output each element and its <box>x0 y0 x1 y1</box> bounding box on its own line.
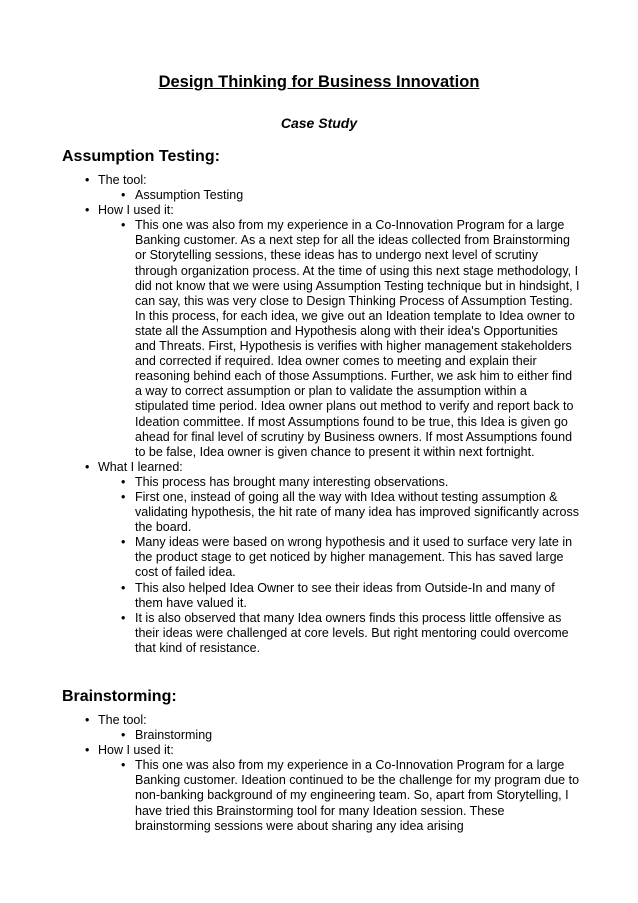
list-item-how-i-used-it: • How I used it: • This one was also from my experience in a Co-Innovation Program for a large Banking customer. Ideation continued to be the challenge for my program due to non-banking background of my engineering team. So, apart from Storytelling, I have tried this Brainstorming tool for many Ideation session. These brainstorming sessions were about sharing any idea arising <box>0 743 638 834</box>
bullet-icon: • <box>85 743 90 758</box>
sub-list-item: • It is also observed that many Idea owners finds this process little offensive as their ideas were challenged at core levels. But right mentoring could overcome that kind of resistance. <box>121 610 569 655</box>
bullet-icon: • <box>85 459 90 474</box>
sub-list-item: • Many ideas were based on wrong hypothesis and it used to surface very late in the product stage to get noticed by higher management. This has saved large cost of failed idea. <box>121 535 573 580</box>
bullet-icon: • <box>121 535 126 550</box>
bullet-icon: • <box>85 173 90 187</box>
bullet-icon: • <box>121 489 126 504</box>
document-subtitle: Case Study <box>280 115 358 131</box>
list-item-the-tool: • The tool: • Assumption Testing <box>0 173 638 203</box>
list-item-the-tool: • The tool: • Brainstorming <box>0 713 638 743</box>
bullet-icon: • <box>121 758 126 773</box>
bullet-icon: • <box>121 580 126 595</box>
sub-list <box>98 475 638 656</box>
bullet-icon: • <box>121 610 126 625</box>
bullet-icon: • <box>85 203 90 218</box>
brainstorming-list <box>0 713 638 834</box>
sub-list-item: • This process has brought many interesting observations. <box>121 474 449 489</box>
sub-list-item: • Assumption Testing <box>121 188 244 203</box>
sub-list-item: • First one, instead of going all the way with Idea without testing assumption & validating hypothesis, the hit rate of many idea has improved significantly across the board. <box>121 489 579 535</box>
list-item-how-i-used-it: • How I used it: • This one was also from my experience in a Co-Innovation Program for a large Banking customer. As a next step for all the ideas collected from Brainstorming or Storytelling sessions, these ideas has to undergo next level of scrutiny through organization process. At the time of using this next stage methodology, I did not know that we were using Assumption Testing technique but in hindsight, I can say, this was very close to Design Thinking Process of Assumption Testing. In this process, for each idea, we give out an Ideation template to Idea owner to state all the Assumption and Hypothesis along with their idea's Opportunities and Threats. First, Hypothesis is verifies with higher management stakeholders and corrected if required. Idea owner comes to meeting and explain their reasoning behind each of those Assumptions. Further, we ask him to either find a way to correct assumption or plan to validate the assumption within a stipulated time period. Idea owner plans out method to verify and report back to Ideation committee. If most Assumptions found to be true, this Idea is given go ahead for final level of scrutiny by Business owners. If most Assumptions found to be false, Idea owner is given chance to present it within next fortnight. <box>0 203 638 460</box>
sub-list-item: • This one was also from my experience in a Co-Innovation Program for a large Banking customer. Ideation continued to be the challenge for my program due to non-banking background of my engineering team. So, apart from Storytelling, I have tried this Brainstorming tool for many Ideation session. These brainstorming sessions were about sharing any idea arising <box>121 758 580 833</box>
bullet-icon: • <box>121 188 126 203</box>
sub-list-item: • Brainstorming <box>121 728 213 743</box>
bullet-icon: • <box>85 713 90 727</box>
sub-list-item: • This also helped Idea Owner to see their ideas from Outside-In and many of them have valued it. <box>121 580 555 610</box>
sub-list <box>98 188 638 203</box>
sub-list <box>98 728 638 743</box>
list-item-what-i-learned: • What I learned: • This process has brought many interesting observations. • First one, instead of going all the way with Idea without testing assumption & validating hypothesis, the hit rate of many idea has improved significantly across the board. • Many ideas were based on wrong hypothesis and it used to surface very late in the product stage to get noticed by higher management. This has saved large cost of failed idea. • This also helped Idea Owner to see their ideas from Outside-In and many of them have valued it. • It is also observed that many Idea owners finds this process little offensive as their ideas were challenged at core levels. But right mentoring could overcome that kind of resistance. <box>0 460 638 656</box>
bullet-icon: • <box>121 474 126 489</box>
bullet-icon: • <box>121 728 126 743</box>
sub-list <box>98 218 638 460</box>
bullet-icon: • <box>121 218 126 233</box>
assumption-testing-list <box>0 173 638 656</box>
section-heading-brainstorming: Brainstorming: <box>62 688 177 705</box>
sub-list <box>98 758 638 833</box>
document-title: Design Thinking for Business Innovation <box>158 73 480 91</box>
sub-list-item: • This one was also from my experience in a Co-Innovation Program for a large Banking customer. As a next step for all the ideas collected from Brainstorming or Storytelling sessions, these ideas has to undergo next level of scrutiny through organization process. At the time of using this next stage methodology, I did not know that we were using Assumption Testing technique but in hindsight, I can say, this was very close to Design Thinking Process of Assumption Testing. In this process, for each idea, we give out an Ideation template to Idea owner to state all the Assumption and Hypothesis along with their idea's Opportunities and Threats. First, Hypothesis is verifies with higher management stakeholders and corrected if required. Idea owner comes to meeting and explain their reasoning behind each of those Assumptions. Further, we ask him to either find a way to correct assumption or plan to validate the assumption within a stipulated time period. Idea owner plans out method to verify and report back to Ideation committee. If most Assumptions found to be true, this Idea is given go ahead for final level of scrutiny by Business owners. If most Assumptions found to be false, Idea owner is given chance to present it within next fortnight. <box>121 218 580 459</box>
section-heading-assumption-testing: Assumption Testing: <box>62 148 220 165</box>
